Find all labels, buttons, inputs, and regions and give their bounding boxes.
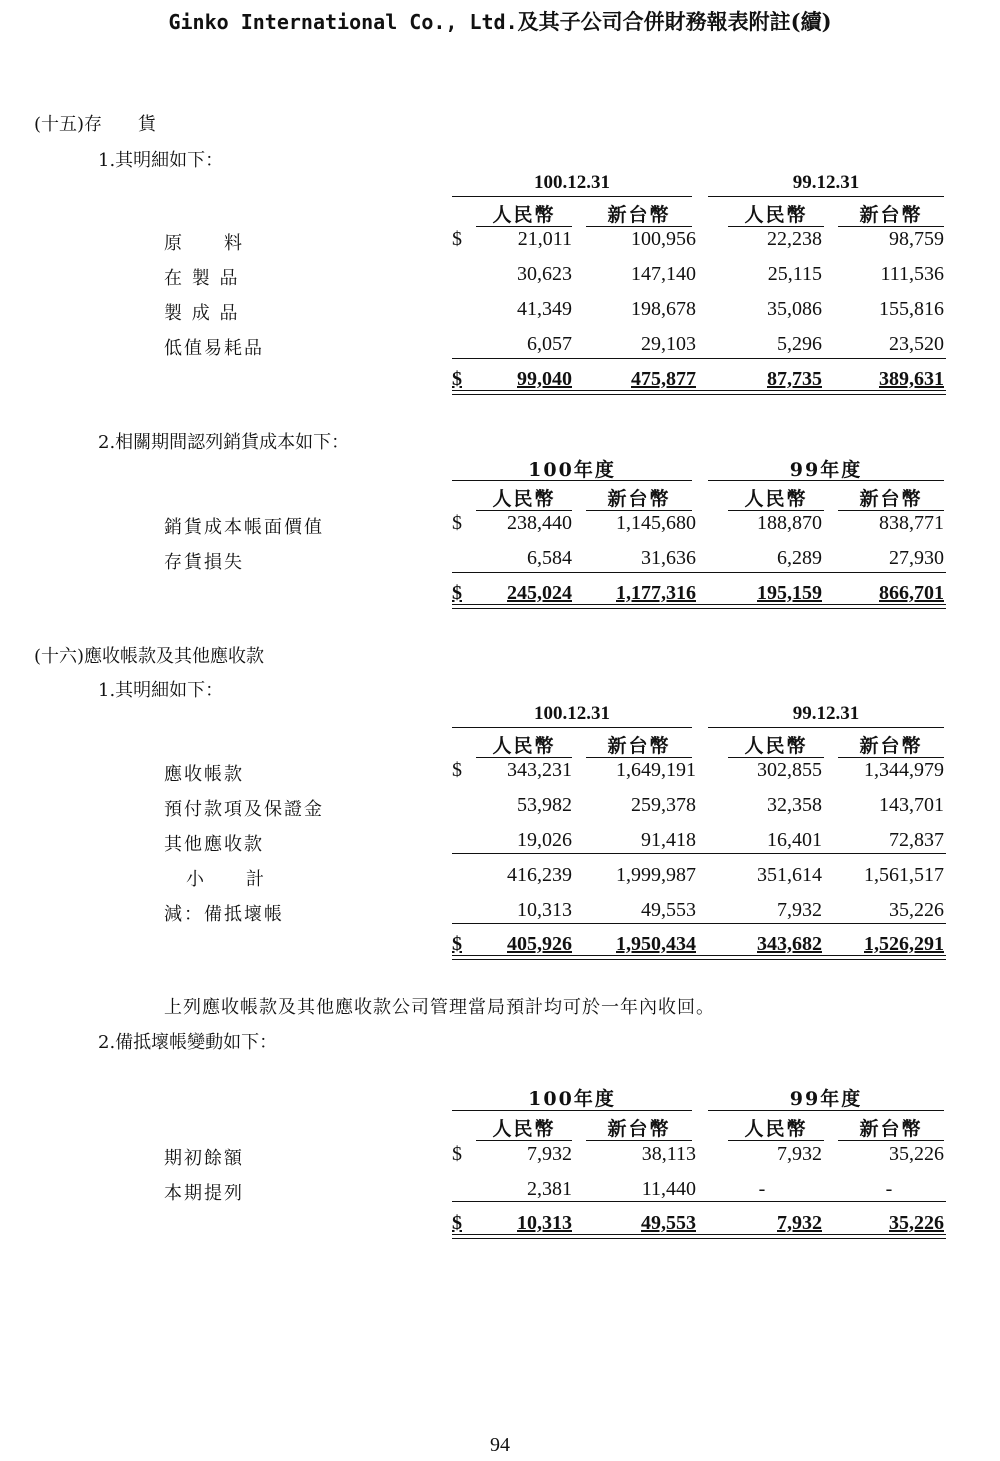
cell-value: - — [885, 1178, 893, 1200]
cell-value: 72,837 — [889, 829, 944, 851]
period-header-1: 100年度 — [528, 1088, 616, 1110]
subtotal-rule — [452, 358, 946, 359]
cell-value: 10,313 — [517, 899, 572, 921]
currency-ntd-header: 新台幣 — [607, 488, 671, 510]
cell-value: 35,086 — [767, 298, 822, 320]
cell-value: 111,536 — [880, 263, 944, 285]
cell-value: 11,440 — [641, 1178, 696, 1200]
cell-value: 416,239 — [507, 864, 572, 886]
cell-value: 31,636 — [641, 547, 696, 569]
cell-value: 5,296 — [777, 333, 822, 355]
cell-value: 838,771 — [879, 512, 944, 534]
cell-value: 1,649,191 — [616, 759, 696, 781]
header-rule — [708, 1110, 944, 1111]
cell-value: 30,623 — [517, 263, 572, 285]
period-header-1: 100.12.31 — [534, 172, 610, 193]
cell-value: 147,140 — [631, 263, 696, 285]
dollar-sign: $ — [452, 228, 462, 250]
header-rule — [728, 757, 824, 758]
cell-value: 98,759 — [889, 228, 944, 250]
cell-value: 6,057 — [527, 333, 572, 355]
cell-value: 7,932 — [527, 1143, 572, 1165]
total-value: 389,631 — [879, 368, 944, 390]
currency-rmb-header: 人民幣 — [744, 1118, 808, 1140]
cell-value: 238,440 — [507, 512, 572, 534]
title-chinese: 及其子公司合併財務報表附註(續) — [517, 9, 832, 34]
currency-rmb-header: 人民幣 — [492, 204, 556, 226]
cell-value: 21,011 — [517, 228, 572, 250]
header-rule — [838, 510, 944, 511]
row-label: 原 料 — [164, 233, 244, 254]
total-value: 7,932 — [777, 1212, 822, 1234]
cell-value: 259,378 — [631, 794, 696, 816]
currency-ntd-header: 新台幣 — [859, 488, 923, 510]
currency-ntd-header: 新台幣 — [859, 735, 923, 757]
currency-rmb-header: 人民幣 — [492, 735, 556, 757]
period-header-1: 100年度 — [528, 459, 616, 481]
cogs-title: 2.相關期間認列銷貨成本如下： — [98, 432, 350, 453]
total-value: 245,024 — [507, 582, 572, 604]
cell-value: 100,956 — [631, 228, 696, 250]
currency-ntd-header: 新台幣 — [607, 1118, 671, 1140]
currency-ntd-header: 新台幣 — [859, 1118, 923, 1140]
header-rule — [476, 510, 572, 511]
total-double-rule — [452, 604, 946, 609]
cell-value: 7,932 — [777, 899, 822, 921]
period-header-1: 100.12.31 — [534, 703, 610, 724]
cell-value: - — [758, 1178, 766, 1200]
total-value: 195,159 — [757, 582, 822, 604]
total-value: 35,226 — [889, 1212, 944, 1234]
cell-value: 25,115 — [767, 263, 822, 285]
period-header-2: 99.12.31 — [792, 172, 860, 193]
total-value: 10,313 — [517, 1212, 572, 1234]
header-rule — [708, 480, 944, 481]
cell-value: 53,982 — [517, 794, 572, 816]
header-rule — [728, 1140, 824, 1141]
total-value: 87,735 — [767, 368, 822, 390]
cell-value: 351,614 — [757, 864, 822, 886]
total-value: 343,682 — [757, 933, 822, 955]
currency-rmb-header: 人民幣 — [492, 488, 556, 510]
allowance-title: 2.備抵壞帳變動如下： — [98, 1032, 278, 1053]
section-heading-inventory: (十五)存 貨 — [34, 114, 157, 135]
cell-value: 143,701 — [879, 794, 944, 816]
header-rule — [586, 226, 692, 227]
cell-value: 91,418 — [641, 829, 696, 851]
total-value: 99,040 — [517, 368, 572, 390]
header-rule — [476, 1140, 572, 1141]
cell-value: 155,816 — [879, 298, 944, 320]
row-label: 應收帳款 — [164, 764, 244, 785]
currency-ntd-header: 新台幣 — [859, 204, 923, 226]
row-label: 期初餘額 — [164, 1148, 244, 1169]
dollar-sign: $ — [452, 512, 462, 534]
receivables-note: 上列應收帳款及其他應收款公司管理當局預計均可於一年內收回。 — [164, 997, 715, 1018]
currency-ntd-header: 新台幣 — [607, 204, 671, 226]
dollar-sign: $ — [452, 759, 462, 781]
cell-value: 32,358 — [767, 794, 822, 816]
cell-value: 41,349 — [517, 298, 572, 320]
dollar-sign: $ — [452, 582, 462, 604]
subtotal-rule — [452, 572, 946, 573]
cell-value: 1,145,680 — [616, 512, 696, 534]
dollar-sign: $ — [452, 1212, 462, 1234]
row-label: 其他應收款 — [164, 834, 264, 855]
row-label: 預付款項及保證金 — [164, 799, 324, 820]
subtotal-rule — [452, 853, 946, 854]
header-rule — [708, 196, 944, 197]
cell-value: 2,381 — [527, 1178, 572, 1200]
subtotal-rule — [452, 923, 946, 924]
dollar-sign: $ — [452, 933, 462, 955]
period-header-2: 99年度 — [789, 1088, 863, 1110]
cell-value: 27,930 — [889, 547, 944, 569]
header-rule — [838, 1140, 944, 1141]
period-header-2: 99.12.31 — [792, 703, 860, 724]
row-label: 低值易耗品 — [164, 338, 264, 359]
header-rule — [838, 757, 944, 758]
cell-value: 188,870 — [757, 512, 822, 534]
document-title — [0, 6, 1000, 36]
currency-rmb-header: 人民幣 — [744, 488, 808, 510]
row-label: 在 製 品 — [164, 268, 240, 289]
total-value: 475,877 — [631, 368, 696, 390]
row-label: 製 成 品 — [164, 303, 240, 324]
currency-rmb-header: 人民幣 — [744, 204, 808, 226]
cell-value: 22,238 — [767, 228, 822, 250]
row-label: 減：備抵壞帳 — [164, 904, 284, 925]
title-english: Ginko International Co., Ltd. — [168, 10, 518, 34]
header-rule — [838, 226, 944, 227]
total-value: 405,926 — [507, 933, 572, 955]
header-rule — [586, 757, 692, 758]
receivables-detail-title: 1.其明細如下： — [98, 680, 224, 701]
header-rule — [728, 226, 824, 227]
header-rule — [708, 727, 944, 728]
row-label-subtotal: 小 計 — [186, 869, 266, 890]
header-rule — [586, 1140, 692, 1141]
cell-value: 343,231 — [507, 759, 572, 781]
currency-rmb-header: 人民幣 — [744, 735, 808, 757]
cell-value: 6,289 — [777, 547, 822, 569]
cell-value: 35,226 — [889, 1143, 944, 1165]
currency-ntd-header: 新台幣 — [607, 735, 671, 757]
cell-value: 29,103 — [641, 333, 696, 355]
header-rule — [586, 510, 692, 511]
total-double-rule — [452, 390, 946, 395]
header-rule — [452, 1110, 692, 1111]
row-label: 存貨損失 — [164, 552, 244, 573]
cell-value: 38,113 — [641, 1143, 696, 1165]
cell-value: 35,226 — [889, 899, 944, 921]
cell-value: 16,401 — [767, 829, 822, 851]
total-value: 1,950,434 — [616, 933, 696, 955]
cell-value: 1,999,987 — [616, 864, 696, 886]
total-double-rule — [452, 955, 946, 960]
row-label: 銷貨成本帳面價值 — [164, 517, 324, 538]
cell-value: 49,553 — [641, 899, 696, 921]
total-value: 866,701 — [879, 582, 944, 604]
inventory-detail-title: 1.其明細如下： — [98, 150, 224, 171]
header-rule — [452, 196, 692, 197]
page-number: 94 — [490, 1434, 510, 1456]
total-value: 49,553 — [641, 1212, 696, 1234]
dollar-sign: $ — [452, 368, 462, 390]
header-rule — [476, 757, 572, 758]
header-rule — [452, 480, 692, 481]
cell-value: 19,026 — [517, 829, 572, 851]
subtotal-rule — [452, 1201, 946, 1202]
cell-value: 6,584 — [527, 547, 572, 569]
cell-value: 1,561,517 — [864, 864, 944, 886]
cell-value: 1,344,979 — [864, 759, 944, 781]
cell-value: 7,932 — [777, 1143, 822, 1165]
header-rule — [476, 226, 572, 227]
header-rule — [452, 727, 692, 728]
dollar-sign: $ — [452, 1143, 462, 1165]
total-double-rule — [452, 1234, 946, 1239]
cell-value: 23,520 — [889, 333, 944, 355]
cell-value: 198,678 — [631, 298, 696, 320]
header-rule — [728, 510, 824, 511]
total-value: 1,526,291 — [864, 933, 944, 955]
cell-value: 302,855 — [757, 759, 822, 781]
section-heading-receivables: (十六)應收帳款及其他應收款 — [34, 646, 265, 667]
period-header-2: 99年度 — [789, 459, 863, 481]
currency-rmb-header: 人民幣 — [492, 1118, 556, 1140]
total-value: 1,177,316 — [616, 582, 696, 604]
row-label: 本期提列 — [164, 1183, 244, 1204]
